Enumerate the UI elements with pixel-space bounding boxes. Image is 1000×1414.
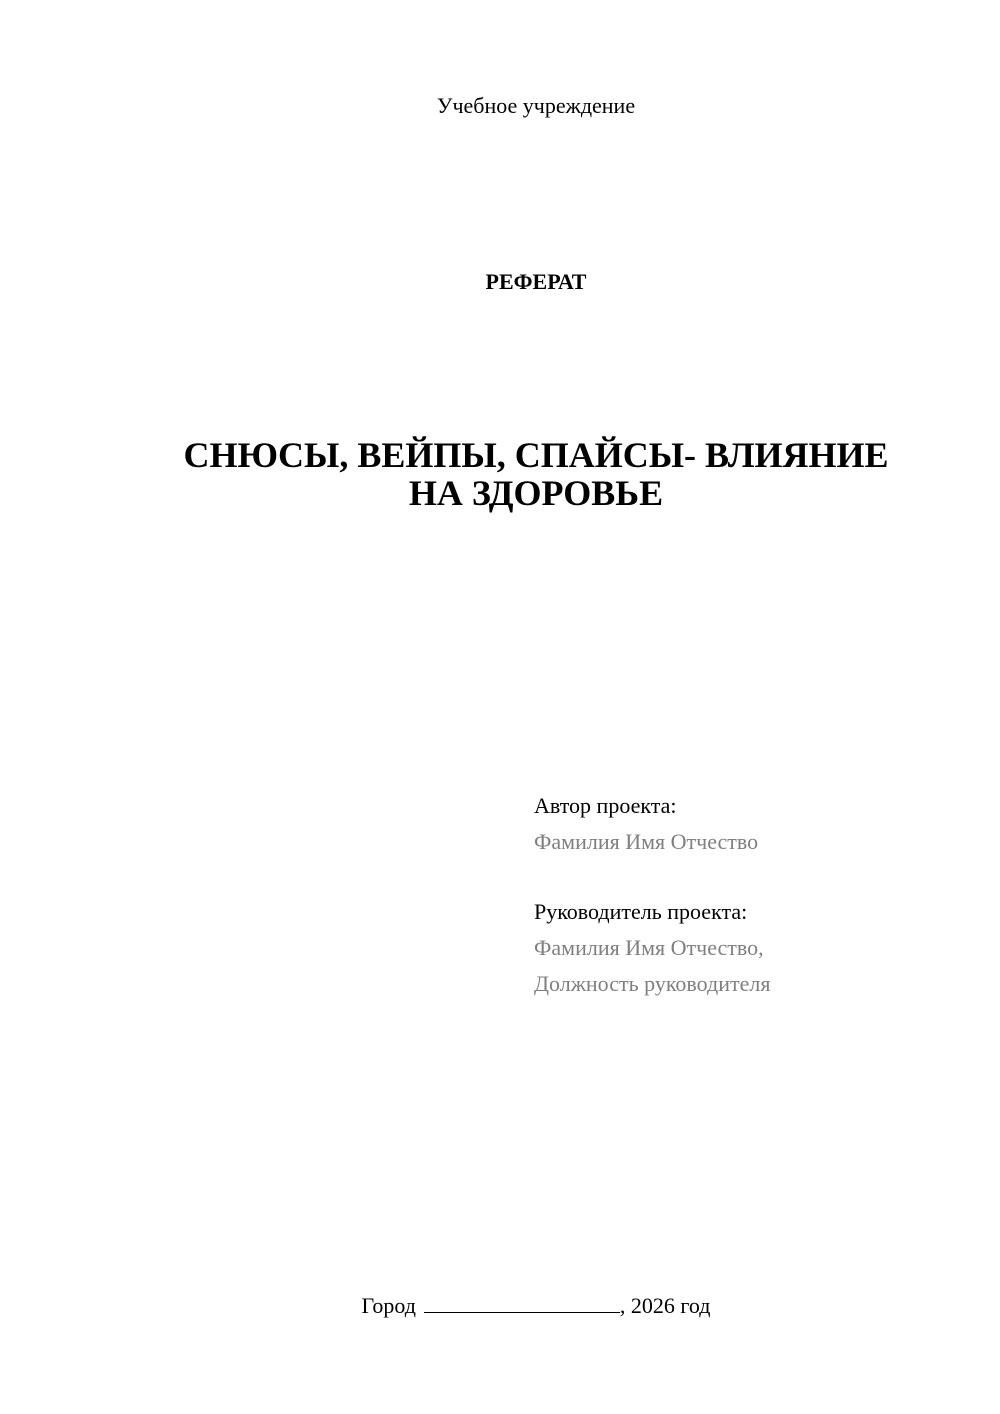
supervisor-position: Должность руководителя [534, 971, 771, 996]
credits-block [534, 788, 974, 1002]
supervisor-name: Фамилия Имя Отчество, [534, 935, 764, 960]
city-label: Город [361, 1293, 416, 1318]
document-title-line-1: СНЮСЫ, ВЕЙПЫ, СПАЙСЫ- ВЛИЯНИЕ [183, 435, 889, 475]
supervisor-label: Руководитель проекта: [534, 899, 748, 924]
institution-name: Учебное учреждение [436, 93, 636, 118]
city-blank-underline [424, 1290, 620, 1313]
author-label: Автор проекта: [534, 793, 677, 818]
document-title [160, 436, 912, 512]
document-type: РЕФЕРАТ [485, 269, 587, 294]
city-year-line [0, 1290, 1000, 1321]
document-title-line-2: НА ЗДОРОВЬЕ [408, 473, 664, 513]
author-name: Фамилия Имя Отчество [534, 829, 759, 854]
year-text: , 2026 год [619, 1293, 711, 1318]
credits-spacer [534, 860, 974, 894]
